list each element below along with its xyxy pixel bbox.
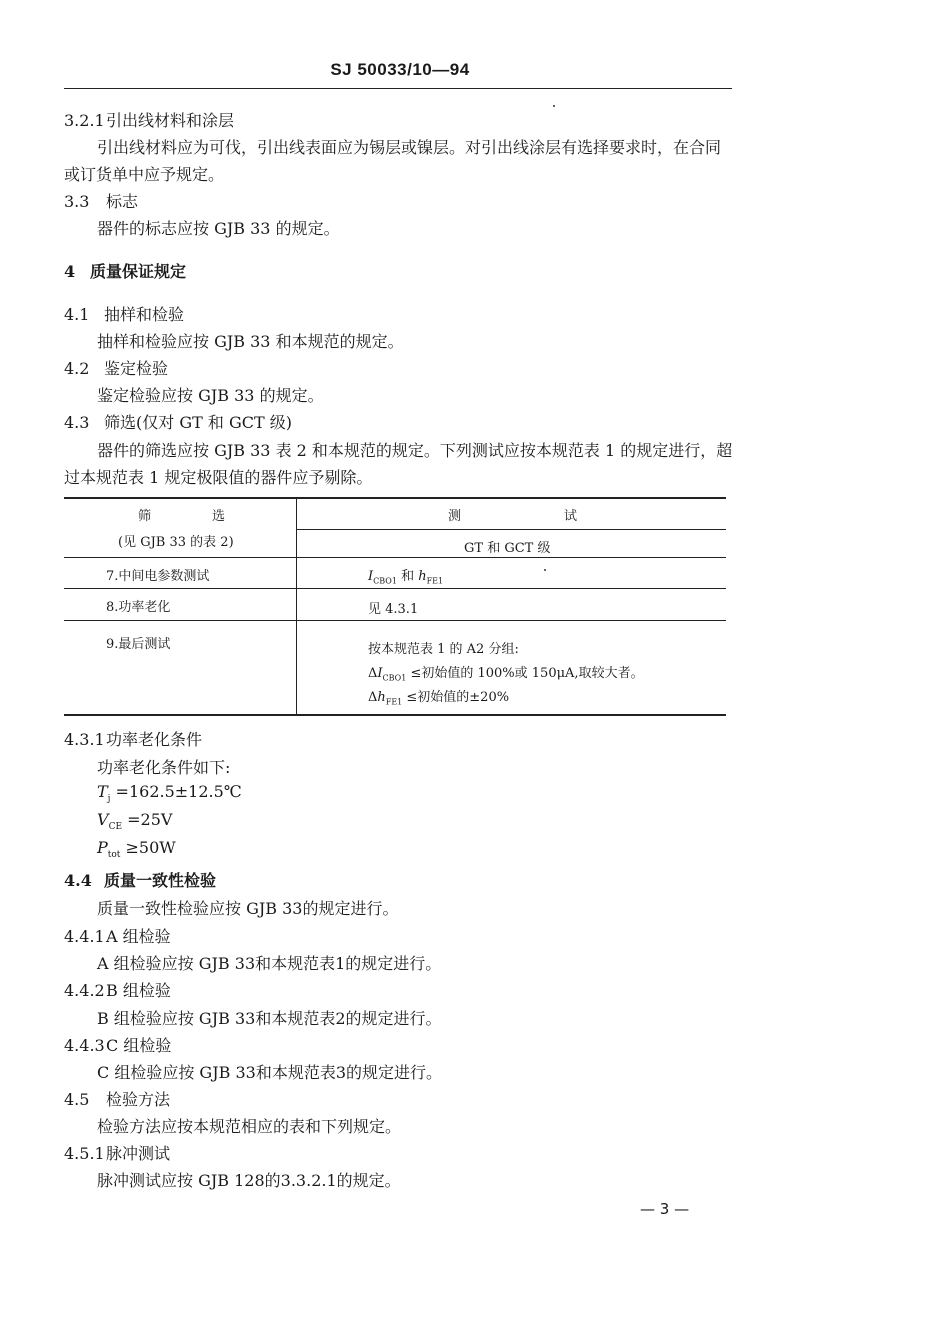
table-header-test-b: 试 bbox=[564, 509, 578, 524]
section-title: 筛选(仅对 GT 和 GCT 级) bbox=[104, 413, 292, 432]
section-number: 4.4.3 bbox=[64, 1036, 105, 1055]
section-4-5-body: 检验方法应按本规范相应的表和下列规定。 bbox=[97, 1117, 402, 1136]
section-4-4-1-heading bbox=[64, 924, 171, 947]
section-title: 质量一致性检验 bbox=[104, 871, 217, 890]
symbol: h bbox=[377, 690, 386, 705]
table-row-screen: 7.中间电参数测试 bbox=[106, 569, 210, 584]
table-row-test-line: 按本规范表 1 的 A2 分组: bbox=[368, 642, 519, 657]
symbol: T bbox=[97, 782, 108, 801]
section-4-1-heading bbox=[64, 302, 184, 325]
section-4-1-body: 抽样和检验应按 GJB 33 和本规范的规定。 bbox=[97, 332, 404, 351]
scan-speck bbox=[544, 569, 546, 571]
symbol: P bbox=[97, 838, 108, 857]
section-title: A 组检验 bbox=[106, 927, 171, 946]
delta: Δ bbox=[368, 690, 378, 705]
table-row-screen: 8.功率老化 bbox=[106, 600, 171, 615]
section-4-4-body: 质量一致性检验应按 GJB 33的规定进行。 bbox=[97, 899, 399, 918]
document-code: SJ 50033/10—94 bbox=[330, 60, 470, 79]
criterion: ≤初始值的±20% bbox=[402, 690, 510, 705]
table-row-test-line bbox=[368, 686, 509, 707]
section-4-heading bbox=[64, 259, 186, 282]
section-4-3-heading bbox=[64, 410, 292, 433]
subscript: CBO1 bbox=[373, 576, 397, 586]
section-title: 功率老化条件 bbox=[106, 730, 203, 749]
section-3-2-1-body: 引出线材料应为可伐，引出线表面应为锡层或镍层。对引出线涂层有选择要求时，在合同或订货单中应予规定。 bbox=[64, 138, 722, 184]
section-title: 质量保证规定 bbox=[90, 262, 187, 281]
value: =25V bbox=[122, 810, 173, 829]
subscript: FE1 bbox=[385, 697, 403, 707]
section-4-4-2-heading bbox=[64, 978, 171, 1001]
symbol: V bbox=[97, 810, 109, 829]
table-subheader-rule bbox=[296, 529, 726, 530]
subscript: FE1 bbox=[426, 576, 444, 586]
table-header-test-a: 测 bbox=[448, 509, 462, 524]
section-number: 4.4.1 bbox=[64, 927, 105, 946]
table-top-rule bbox=[64, 497, 726, 499]
formula-total-power bbox=[97, 838, 176, 860]
section-4-4-2-body: B 组检验应按 GJB 33和本规范表2的规定进行。 bbox=[97, 1009, 442, 1028]
scan-speck bbox=[553, 105, 555, 107]
table-header-screen-b: 选 bbox=[212, 509, 226, 524]
value: =162.5±12.5℃ bbox=[110, 782, 242, 801]
section-3-2-1-heading bbox=[64, 108, 234, 131]
section-4-4-3-heading bbox=[64, 1033, 171, 1056]
section-number: 4.1 bbox=[64, 305, 90, 324]
symbol: I bbox=[377, 666, 383, 681]
section-4-3-1-intro: 功率老化条件如下: bbox=[97, 758, 231, 777]
section-4-3-1-heading bbox=[64, 727, 202, 750]
table-row-test-line bbox=[368, 662, 644, 683]
section-title: C 组检验 bbox=[106, 1036, 172, 1055]
section-title: 检验方法 bbox=[106, 1090, 171, 1109]
section-number: 4.5.1 bbox=[64, 1144, 105, 1163]
table-header-rule bbox=[64, 557, 726, 558]
subscript: j bbox=[107, 794, 111, 805]
section-number: 4.3 bbox=[64, 413, 90, 432]
subscript: CBO1 bbox=[382, 673, 407, 683]
header-rule bbox=[64, 88, 732, 89]
section-4-2-body: 鉴定检验应按 GJB 33 的规定。 bbox=[97, 386, 324, 405]
section-3-3-body: 器件的标志应按 GJB 33 的规定。 bbox=[97, 219, 340, 238]
symbol: I bbox=[368, 569, 374, 584]
section-number: 4.5 bbox=[64, 1090, 90, 1109]
section-title: B 组检验 bbox=[106, 981, 171, 1000]
table-subheader-screen: (见 GJB 33 的表 2) bbox=[118, 535, 234, 550]
section-4-4-1-body: A 组检验应按 GJB 33和本规范表1的规定进行。 bbox=[97, 954, 442, 973]
section-4-4-heading bbox=[64, 868, 216, 891]
formula-junction-temperature bbox=[97, 782, 242, 804]
section-title: 标志 bbox=[106, 192, 139, 211]
table-bottom-rule bbox=[64, 714, 726, 716]
section-4-2-heading bbox=[64, 356, 168, 379]
section-number: 3.3 bbox=[64, 192, 90, 211]
section-title: 鉴定检验 bbox=[104, 359, 169, 378]
subscript: tot bbox=[107, 850, 121, 861]
table-subheader-grade: GT 和 GCT 级 bbox=[464, 541, 551, 556]
screening-table bbox=[64, 497, 726, 716]
table-header-screen-a: 筛 bbox=[138, 509, 152, 524]
value: ≥50W bbox=[120, 838, 176, 857]
section-number: 4.2 bbox=[64, 359, 90, 378]
section-title: 抽样和检验 bbox=[104, 305, 185, 324]
section-4-3-body: 器件的筛选应按 GJB 33 表 2 和本规范的规定。下列测试应按本规范表 1 的规定进行，超过本规范表 1 规定极限值的器件应予剔除。 bbox=[64, 441, 733, 487]
section-number: 3.2.1 bbox=[64, 111, 105, 130]
section-3-3-heading bbox=[64, 189, 138, 212]
conjunction: 和 bbox=[396, 569, 419, 584]
table-row-test bbox=[368, 565, 443, 586]
section-title: 引出线材料和涂层 bbox=[106, 111, 235, 130]
page-number: — 3 — bbox=[640, 1200, 690, 1218]
table-row-rule bbox=[64, 620, 726, 621]
delta: Δ bbox=[368, 666, 378, 681]
table-row-screen: 9.最后测试 bbox=[106, 637, 171, 652]
section-4-5-1-body: 脉冲测试应按 GJB 128的3.3.2.1的规定。 bbox=[97, 1171, 401, 1190]
table-row-rule bbox=[64, 588, 726, 589]
section-number: 4 bbox=[64, 262, 76, 281]
symbol: h bbox=[418, 569, 427, 584]
subscript: CE bbox=[108, 822, 123, 833]
criterion: ≤初始值的 100%或 150μA,取较大者。 bbox=[406, 666, 644, 681]
section-4-5-heading bbox=[64, 1087, 170, 1110]
section-4-5-1-heading bbox=[64, 1141, 170, 1164]
section-number: 4.3.1 bbox=[64, 730, 105, 749]
table-row-test: 见 4.3.1 bbox=[368, 602, 419, 617]
section-title: 脉冲测试 bbox=[106, 1144, 171, 1163]
section-4-4-3-body: C 组检验应按 GJB 33和本规范表3的规定进行。 bbox=[97, 1063, 442, 1082]
section-number: 4.4 bbox=[64, 871, 92, 890]
formula-collector-voltage bbox=[97, 810, 172, 832]
section-number: 4.4.2 bbox=[64, 981, 105, 1000]
